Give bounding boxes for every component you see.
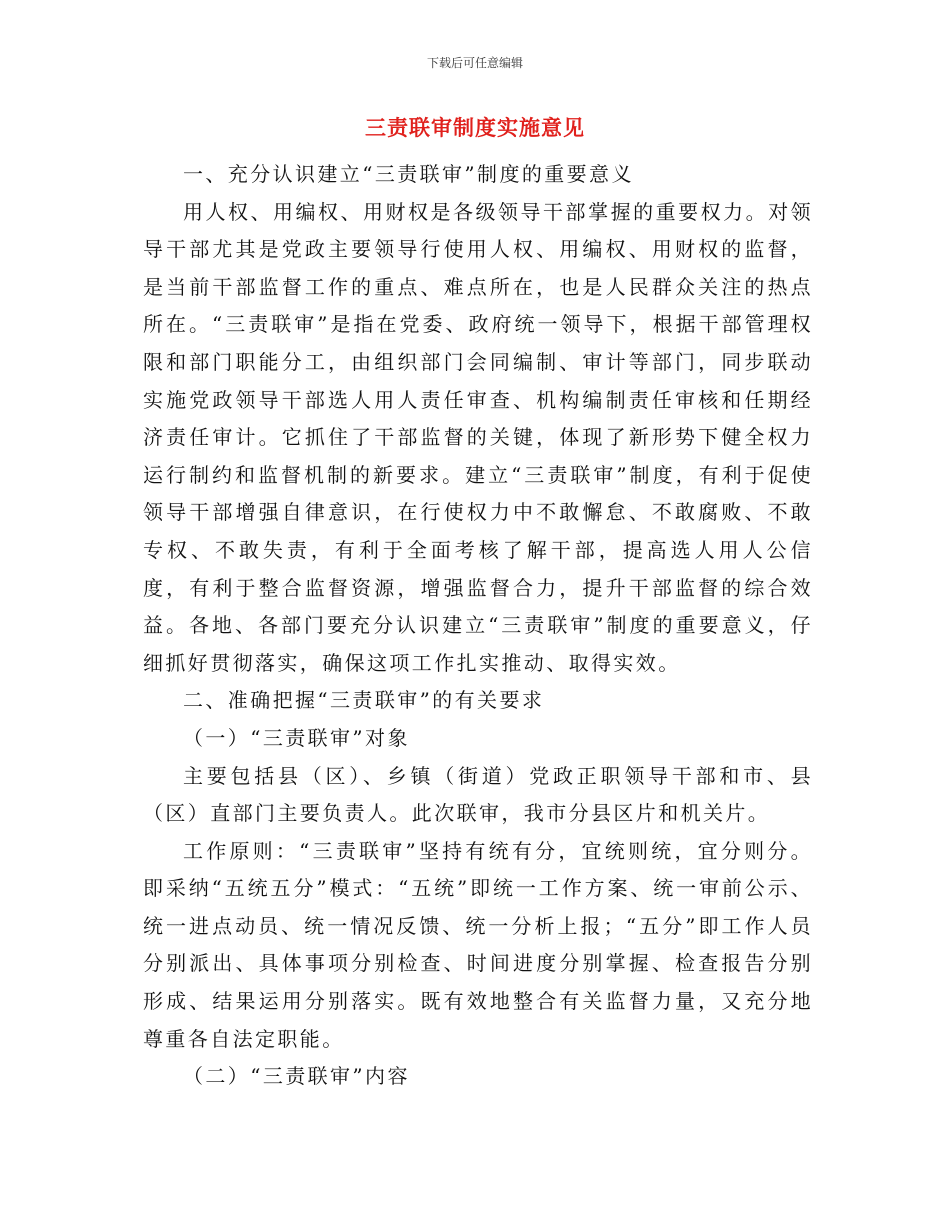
section-heading-2: 二、准确把握“三责联审”的有关要求 <box>183 688 545 713</box>
body-paragraph: 主要包括县（区）、乡镇（街道）党政正职领导干部和市、县（区）直部门主要负责人。此次联审，我市分县区片和机关片。 <box>143 763 813 826</box>
document-title: 三责联审制度实施意见 <box>365 116 585 140</box>
subsection-heading-1: （一）“三责联审”对象 <box>183 725 410 750</box>
header-note: 下载后可任意编辑 <box>426 56 523 70</box>
document-body <box>143 156 813 1096</box>
body-paragraph: 工作原则：“三责联审”坚持有统有分，宜统则统，宜分则分。即采纳“五统五分”模式：“五统”即统一工作方案、统一审前公示、统一进点动员、统一情况反馈、统一分析上报；“五分”即工作人员分别派出、具体事项分别检查、时间进度分别掌握、检查报告分别形成、结果运用分别落实。既有效地整合有关监督力量，又充分地尊重各自法定职能。 <box>143 838 813 1051</box>
body-paragraph: 用人权、用编权、用财权是各级领导干部掌握的重要权力。对领导干部尤其是党政主要领导行使用人权、用编权、用财权的监督，是当前干部监督工作的重点、难点所在，也是人民群众关注的热点所在。“三责联审”是指在党委、政府统一领导下，根据干部管理权限和部门职能分工，由组织部门会同编制、审计等部门，同步联动实施党政领导干部选人用人责任审查、机构编制责任审核和任期经济责任审计。它抓住了干部监督的关键，体现了新形势下健全权力运行制约和监督机制的新要求。建立“三责联审”制度，有利于促使领导干部增强自律意识，在行使权力中不敢懈怠、不敢腐败、不敢专权、不敢失责，有利于全面考核了解干部，提高选人用人公信度，有利于整合监督资源，增强监督合力，提升干部监督的综合效益。各地、各部门要充分认识建立“三责联审”制度的重要意义，仔细抓好贯彻落实，确保这项工作扎实推动、取得实效。 <box>143 199 813 675</box>
subsection-heading-2: （二）“三责联审”内容 <box>183 1064 410 1089</box>
section-heading-1: 一、充分认识建立“三责联审”制度的重要意义 <box>183 162 634 186</box>
